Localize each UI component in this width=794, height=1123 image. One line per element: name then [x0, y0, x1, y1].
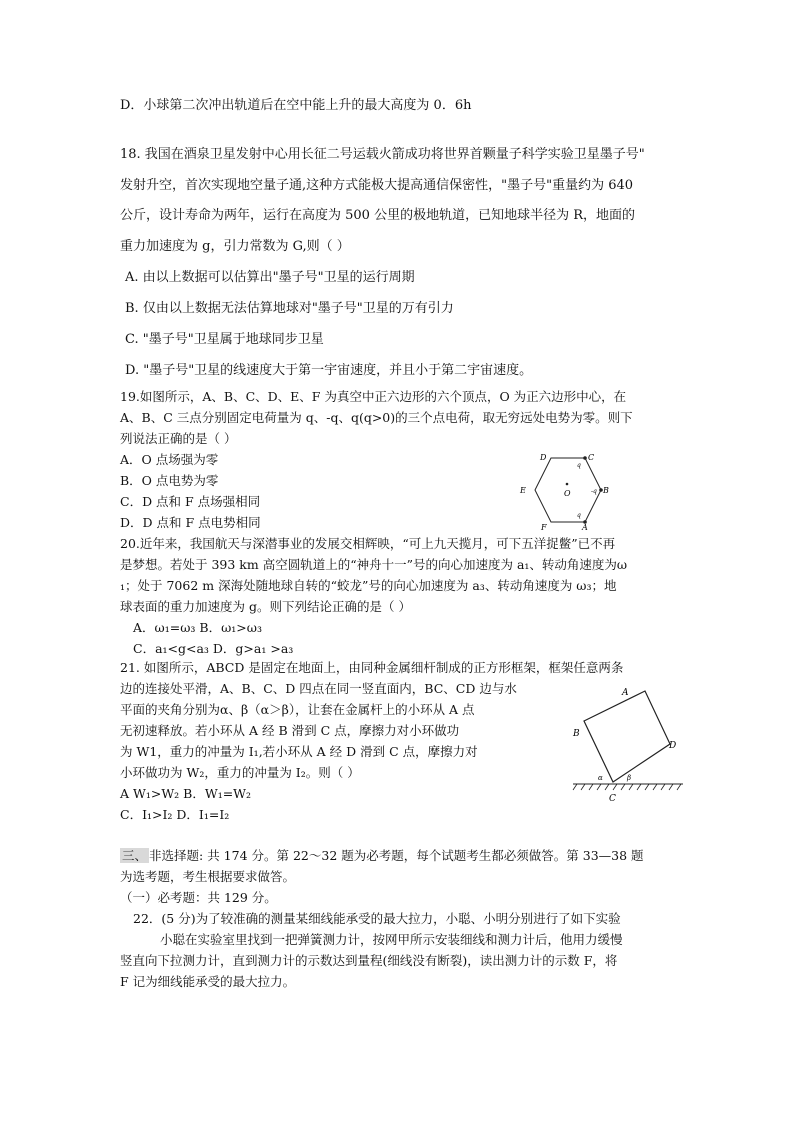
q20-stem-line-3: ₁；处于 7062 m 深海处随地球自转的“蛟龙”号的向心加速度为 a₃、转动角速度为 ω₃；地	[120, 578, 617, 593]
sq-label-c: C	[609, 794, 616, 804]
hex-charge-b: -q	[591, 488, 597, 495]
hex-label-d: D	[540, 453, 547, 462]
hex-charge-c: q	[577, 462, 581, 469]
section-3-required: （一）必考题：共 129 分。	[120, 890, 277, 905]
hex-label-e: E	[520, 486, 526, 495]
sq-label-a: A	[622, 688, 629, 698]
sq-label-alpha: α	[598, 774, 603, 782]
q21-stem-line-5: 为 W1，重力的冲量为 I₁,若小环从 A 经 D 滑到 C 点，摩擦力对	[120, 744, 478, 759]
q17-option-d: D．小球第二次冲出轨道后在空中能上升的最大高度为 0．6h	[120, 98, 472, 113]
q21-stem-line-4: 无初速释放。若小环从 A 经 B 滑到 C 点，摩擦力对小环做功	[120, 723, 460, 738]
q21-stem-line-6: 小环做功为 W₂，重力的冲量为 I₂。则（ ）	[120, 765, 360, 780]
q20-stem-line-1: 20.近年来，我国航天与深潜事业的发展交相辉映，“可上九天揽月，可下五洋捉鳖”已不再	[120, 536, 616, 551]
sq-label-beta: β	[627, 774, 632, 782]
q21-stem-line-1: 21. 如图所示，ABCD 是固定在地面上，由同种金属细杆制成的正方形框架，框架任意两条	[120, 660, 624, 675]
section-3-heading: 非选择题: 共 174 分。第 22～32 题为必考题，每个试题考生都必须做答。第 33—38 题	[149, 848, 644, 863]
q18-option-a: A. 由以上数据可以估算出"墨子号"卫星的运行周期	[125, 270, 415, 285]
q20-stem-line-2: 是梦想。若处于 393 km 高空圆轨道上的“神舟十一”号的向心加速度为 a₁、转动角速度为ω	[120, 557, 628, 572]
q18-option-c: C. "墨子号"卫星属于地球同步卫星	[125, 332, 324, 347]
q18-stem-line-1: 18. 我国在酒泉卫星发射中心用长征二号运载火箭成功将世界首颗量子科学实验卫星墨子号"	[120, 147, 645, 162]
section-3-line-2: 为选考题，考生根据要求做答。	[120, 869, 296, 884]
q19-stem-line-2: A、B、C 三点分别固定电荷量为 q、-q、q(q>0)的三个点电荷，取无穷远处电势为零。则下	[120, 410, 633, 425]
q21-options-cd: C．I₁>I₂ D．I₁=I₂	[120, 807, 230, 822]
q18-option-d: D. "墨子号"卫星的线速度大于第一宇宙速度，并且小于第二宇宙速度。	[125, 363, 533, 378]
q18-stem-line-4: 重力加速度为 g，引力常数为 G,则（ ）	[120, 239, 350, 254]
q22-stem-line-1: 22．(5 分)为了较准确的测量某细线能承受的最大拉力，小聪、小明分别进行了如下实验	[133, 911, 621, 926]
square-frame-figure	[565, 684, 695, 808]
q20-stem-line-4: 球表面的重力加速度为 g。则下列结论正确的是（ ）	[120, 599, 411, 614]
section-3-number: 三、	[122, 848, 148, 863]
q19-option-b: B．O 点电势为零	[120, 473, 219, 488]
q19-stem-line-3: 列说法正确的是（ ）	[120, 431, 237, 446]
q20-options-cd: C．a₁<g<a₃ D．g>a₁ >a₃	[133, 641, 294, 656]
q18-option-b: B. 仅由以上数据无法估算地球对"墨子号"卫星的万有引力	[125, 301, 454, 316]
q22-stem-line-2: 小聪在实验室里找到一把弹簧测力计，按网甲所示安装细线和测力计后，他用力缓慢	[160, 932, 623, 947]
hex-label-o: O	[564, 489, 571, 498]
hex-label-f: F	[541, 523, 547, 532]
hex-label-b: B	[603, 486, 609, 495]
q22-stem-line-4: F 记为细线能承受的最大拉力。	[120, 974, 296, 989]
q19-option-a: A．O 点场强为零	[120, 452, 219, 467]
hex-label-a: A	[582, 523, 588, 532]
q19-option-d: D．D 点和 F 点电势相同	[120, 515, 261, 530]
sq-label-b: B	[573, 729, 580, 739]
hex-label-c: C	[588, 453, 595, 462]
q21-options-ab: A W₁>W₂ B．W₁=W₂	[120, 786, 252, 801]
sq-label-d: D	[669, 741, 677, 751]
section-3-line-1	[120, 848, 644, 864]
q21-stem-line-2: 边的连接处平滑，A、B、C、D 四点在同一竖直面内，BC、CD 边与水	[120, 681, 517, 696]
hexagon-figure	[515, 448, 615, 532]
hex-charge-a: q	[577, 512, 581, 519]
q22-stem-line-3: 竖直向下拉测力计，直到测力计的示数达到量程(细线没有断裂)，读出测力计的示数 F，将	[120, 953, 618, 968]
q19-option-c: C．D 点和 F 点场强相同	[120, 494, 261, 509]
q19-stem-line-1: 19.如图所示，A、B、C、D、E、F 为真空中正六边形的六个顶点，O 为正六边形中心，在	[120, 389, 627, 404]
q18-stem-line-3: 公斤，设计寿命为两年，运行在高度为 500 公里的极地轨道，已知地球半径为 R，地面的	[120, 208, 635, 223]
q18-stem-line-2: 发射升空，首次实现地空量子通,这种方式能极大提高通信保密性，"墨子号"重量约为 640	[120, 178, 634, 193]
q21-stem-line-3: 平面的夹角分别为α、β（α＞β），让套在金属杆上的小环从 A 点	[120, 702, 475, 717]
q20-options-ab: A．ω₁=ω₃ B．ω₁>ω₃	[133, 620, 262, 635]
